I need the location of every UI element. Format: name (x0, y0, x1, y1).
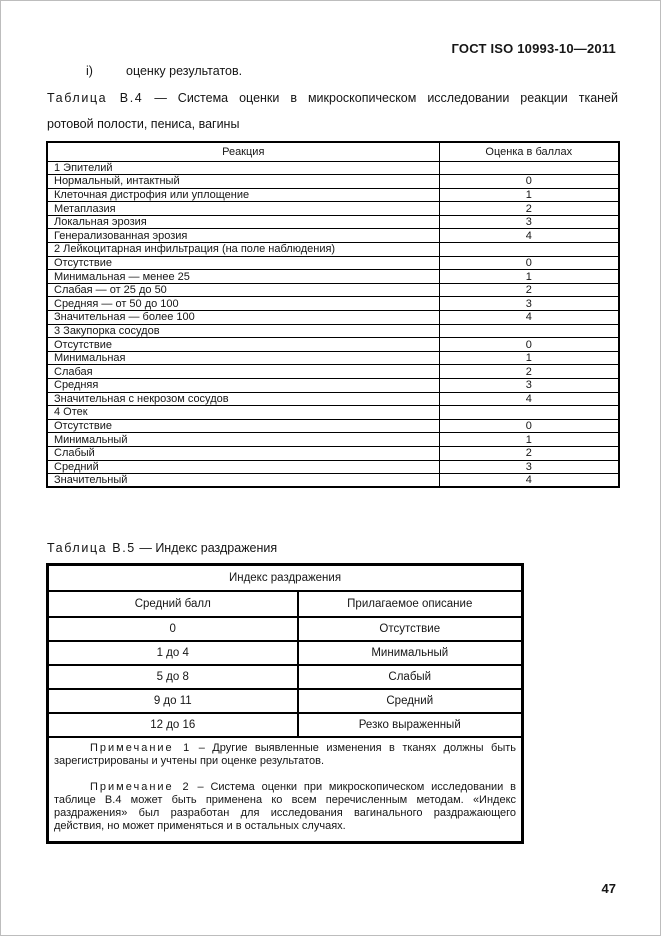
score-cell: 2 (439, 365, 619, 379)
score-cell: 2 (439, 446, 619, 460)
note-1 (54, 742, 516, 768)
mean-score-cell: 1 до 4 (48, 641, 298, 665)
section-row (47, 324, 619, 338)
table-row (47, 188, 619, 202)
reaction-cell: Генерализованная эрозия (47, 229, 439, 243)
section-row (47, 406, 619, 420)
table-row (47, 283, 619, 297)
reaction-cell: Слабая — от 25 до 50 (47, 283, 439, 297)
table-row (47, 175, 619, 189)
reaction-cell: Слабый (47, 446, 439, 460)
reaction-cell: Клеточная дистрофия или уплощение (47, 188, 439, 202)
standard-number-header: ГОСТ ISO 10993-10—2011 (451, 41, 616, 56)
table-row (48, 617, 523, 641)
reaction-cell: Средняя — от 50 до 100 (47, 297, 439, 311)
table-row (47, 297, 619, 311)
score-cell: 4 (439, 392, 619, 406)
table-row (47, 392, 619, 406)
note-2-label: Примечание 2 (90, 780, 191, 793)
score-cell: 1 (439, 270, 619, 284)
reaction-cell: Минимальная (47, 351, 439, 365)
reaction-cell: Значительная с некрозом сосудов (47, 392, 439, 406)
score-cell: 2 (439, 283, 619, 297)
description-cell: Резко выраженный (298, 713, 523, 737)
reaction-cell: 4 Отек (47, 406, 439, 420)
note-2 (54, 781, 516, 833)
score-cell: 0 (439, 338, 619, 352)
description-cell: Слабый (298, 665, 523, 689)
table-b4-caption-label: Таблица В.4 (47, 91, 144, 105)
score-cell: 0 (439, 175, 619, 189)
table-row (47, 365, 619, 379)
score-cell: 3 (439, 297, 619, 311)
mean-score-cell: 5 до 8 (48, 665, 298, 689)
table-row (47, 270, 619, 284)
table-b4-header-row (47, 142, 619, 161)
table-row (48, 713, 523, 737)
list-item-text: оценку результатов. (126, 64, 243, 78)
reaction-cell: Значительный (47, 474, 439, 488)
column-header-mean-score: Средний балл (48, 591, 298, 617)
section-row (47, 243, 619, 257)
table-b4 (46, 141, 620, 488)
table-b4-caption-text: — Система оценки в микроскопическом исследовании реакции тканей (154, 91, 618, 105)
table-row (47, 460, 619, 474)
table-b4-caption-line2: ротовой полости, пениса, вагины (47, 117, 240, 131)
reaction-cell: Отсутствие (47, 338, 439, 352)
description-cell: Отсутствие (298, 617, 523, 641)
reaction-cell: Нормальный, интактный (47, 175, 439, 189)
table-b5-caption (47, 541, 277, 555)
table-b5-notes-row (48, 737, 523, 843)
table-b5-caption-text: — Индекс раздражения (139, 541, 278, 555)
reaction-cell: Отсутствие (47, 419, 439, 433)
reaction-cell: Отсутствие (47, 256, 439, 270)
score-cell: 2 (439, 202, 619, 216)
score-cell: 4 (439, 311, 619, 325)
score-cell: 3 (439, 379, 619, 393)
score-cell (439, 243, 619, 257)
note-1-text: – Другие выявленные изменения в тканях должны быть зарегистрированы и учтены при оценке результатов. (54, 741, 517, 767)
reaction-cell: Минимальный (47, 433, 439, 447)
table-b5-caption-label: Таблица В.5 (47, 541, 136, 555)
score-cell: 1 (439, 188, 619, 202)
table-row (47, 311, 619, 325)
score-cell: 3 (439, 460, 619, 474)
table-b4-caption-line1 (47, 91, 618, 105)
score-cell: 3 (439, 215, 619, 229)
table-b4-caption (47, 91, 618, 131)
reaction-cell: 1 Эпителий (47, 161, 439, 175)
score-cell: 4 (439, 229, 619, 243)
column-header-score: Оценка в баллах (439, 142, 619, 161)
reaction-cell: Значительная — более 100 (47, 311, 439, 325)
reaction-cell: 2 Лейкоцитарная инфильтрация (на поле наблюдения) (47, 243, 439, 257)
table-b5-header-row (48, 591, 523, 617)
score-cell (439, 161, 619, 175)
mean-score-cell: 9 до 11 (48, 689, 298, 713)
list-item (86, 64, 242, 78)
note-1-label: Примечание 1 (90, 741, 192, 754)
column-header-description: Прилагаемое описание (298, 591, 523, 617)
table-row (47, 474, 619, 488)
description-cell: Минимальный (298, 641, 523, 665)
table-b5-span-header: Индекс раздражения (48, 565, 523, 591)
mean-score-cell: 12 до 16 (48, 713, 298, 737)
score-cell: 0 (439, 256, 619, 270)
list-item-marker: i) (86, 64, 93, 78)
notes-cell (48, 737, 523, 843)
score-cell: 1 (439, 433, 619, 447)
score-cell: 1 (439, 351, 619, 365)
reaction-cell: Метаплазия (47, 202, 439, 216)
score-cell (439, 406, 619, 420)
score-cell: 4 (439, 474, 619, 488)
reaction-cell: Слабая (47, 365, 439, 379)
reaction-cell: Локальная эрозия (47, 215, 439, 229)
table-row (47, 379, 619, 393)
table-row (47, 256, 619, 270)
reaction-cell: Средняя (47, 379, 439, 393)
score-cell (439, 324, 619, 338)
note-2-text: – Система оценки при микроскопическом исследовании в таблице В.4 может быть применена ко всем перечисленным методам. «Индекс раздражения» был разработан для исследования вагинального раздражающего действия, но может применяться и в остальных случаях. (54, 780, 517, 832)
table-row (48, 665, 523, 689)
table-row (47, 433, 619, 447)
description-cell: Средний (298, 689, 523, 713)
table-row (48, 689, 523, 713)
reaction-cell: Минимальная — менее 25 (47, 270, 439, 284)
reaction-cell: 3 Закупорка сосудов (47, 324, 439, 338)
reaction-cell: Средний (47, 460, 439, 474)
table-row (47, 215, 619, 229)
table-row (48, 641, 523, 665)
column-header-reaction: Реакция (47, 142, 439, 161)
score-cell: 0 (439, 419, 619, 433)
table-row (47, 202, 619, 216)
table-b5-span-header-row (48, 565, 523, 591)
table-row (47, 338, 619, 352)
page-number: 47 (601, 881, 616, 896)
mean-score-cell: 0 (48, 617, 298, 641)
table-row (47, 446, 619, 460)
table-row (47, 229, 619, 243)
table-b5 (46, 563, 524, 844)
section-row (47, 161, 619, 175)
table-row (47, 351, 619, 365)
table-row (47, 419, 619, 433)
